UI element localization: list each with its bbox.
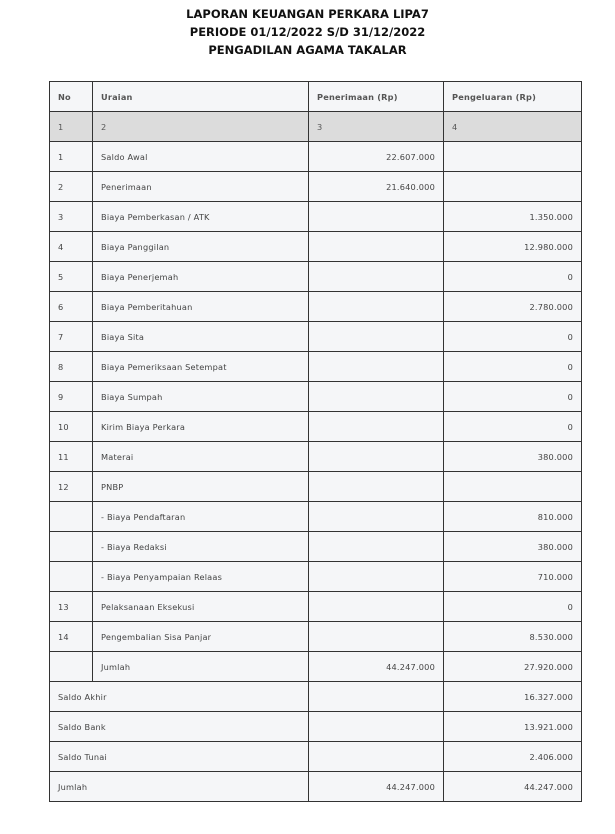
row-uraian: Biaya Pemeriksaan Setempat <box>93 352 309 382</box>
row-pengeluaran: 0 <box>444 382 582 412</box>
summary-penerimaan <box>309 742 444 772</box>
row-penerimaan <box>309 442 444 472</box>
row-pengeluaran: 810.000 <box>444 502 582 532</box>
row-penerimaan <box>309 292 444 322</box>
header-pengeluaran: Pengeluaran (Rp) <box>444 82 582 112</box>
table-row <box>50 592 582 622</box>
row-uraian: Kirim Biaya Perkara <box>93 412 309 442</box>
header-uraian: Uraian <box>93 82 309 112</box>
row-no: 3 <box>50 202 93 232</box>
report-title-line-3: PENGADILAN AGAMA TAKALAR <box>208 43 407 57</box>
row-pengeluaran <box>444 172 582 202</box>
row-no: 5 <box>50 262 93 292</box>
row-no: 9 <box>50 382 93 412</box>
row-uraian: Biaya Panggilan <box>93 232 309 262</box>
row-pengeluaran: 380.000 <box>444 532 582 562</box>
table-row <box>50 412 582 442</box>
summary-label: Saldo Akhir <box>50 682 309 712</box>
row-penerimaan <box>309 592 444 622</box>
report-title-line-1: LAPORAN KEUANGAN PERKARA LIPA7 <box>186 7 429 21</box>
row-pengeluaran: 0 <box>444 592 582 622</box>
row-pengeluaran: 8.530.000 <box>444 622 582 652</box>
summary-row <box>50 742 582 772</box>
table-row <box>50 262 582 292</box>
table-row <box>50 292 582 322</box>
summary-pengeluaran: 13.921.000 <box>444 712 582 742</box>
row-no: 10 <box>50 412 93 442</box>
row-penerimaan <box>309 412 444 442</box>
row-uraian: PNBP <box>93 472 309 502</box>
header-no: No <box>50 82 93 112</box>
table-row <box>50 502 582 532</box>
column-number: 3 <box>309 112 444 142</box>
table-body <box>50 112 582 802</box>
row-penerimaan: 44.247.000 <box>309 652 444 682</box>
row-penerimaan: 22.607.000 <box>309 142 444 172</box>
summary-penerimaan: 44.247.000 <box>309 772 444 802</box>
row-penerimaan <box>309 322 444 352</box>
row-pengeluaran: 1.350.000 <box>444 202 582 232</box>
row-uraian: - Biaya Penyampaian Relaas <box>93 562 309 592</box>
row-no: 7 <box>50 322 93 352</box>
row-no: 11 <box>50 442 93 472</box>
row-uraian: - Biaya Redaksi <box>93 532 309 562</box>
table-row <box>50 202 582 232</box>
row-uraian: Pelaksanaan Eksekusi <box>93 592 309 622</box>
row-penerimaan <box>309 232 444 262</box>
row-uraian: Biaya Penerjemah <box>93 262 309 292</box>
summary-penerimaan <box>309 712 444 742</box>
row-no: 14 <box>50 622 93 652</box>
column-number: 1 <box>50 112 93 142</box>
summary-row <box>50 712 582 742</box>
column-number: 4 <box>444 112 582 142</box>
row-pengeluaran: 0 <box>444 322 582 352</box>
summary-row <box>50 772 582 802</box>
row-pengeluaran: 12.980.000 <box>444 232 582 262</box>
row-pengeluaran: 0 <box>444 412 582 442</box>
summary-label: Saldo Bank <box>50 712 309 742</box>
row-no <box>50 562 93 592</box>
row-no: 8 <box>50 352 93 382</box>
table-row <box>50 652 582 682</box>
table-row <box>50 532 582 562</box>
column-number: 2 <box>93 112 309 142</box>
table-row <box>50 322 582 352</box>
summary-pengeluaran: 2.406.000 <box>444 742 582 772</box>
table-row <box>50 382 582 412</box>
summary-row <box>50 682 582 712</box>
row-pengeluaran: 0 <box>444 352 582 382</box>
row-no: 6 <box>50 292 93 322</box>
row-no <box>50 502 93 532</box>
row-uraian: Jumlah <box>93 652 309 682</box>
table-row <box>50 352 582 382</box>
row-pengeluaran: 27.920.000 <box>444 652 582 682</box>
row-uraian: Pengembalian Sisa Panjar <box>93 622 309 652</box>
table-row <box>50 562 582 592</box>
row-uraian: - Biaya Pendaftaran <box>93 502 309 532</box>
summary-pengeluaran: 16.327.000 <box>444 682 582 712</box>
row-uraian: Biaya Sumpah <box>93 382 309 412</box>
table-header-row <box>50 82 582 112</box>
row-uraian: Biaya Pemberkasan / ATK <box>93 202 309 232</box>
row-no <box>50 532 93 562</box>
table-row <box>50 622 582 652</box>
row-pengeluaran <box>444 472 582 502</box>
row-pengeluaran: 2.780.000 <box>444 292 582 322</box>
summary-pengeluaran: 44.247.000 <box>444 772 582 802</box>
row-penerimaan <box>309 202 444 232</box>
table-row <box>50 442 582 472</box>
header-penerimaan: Penerimaan (Rp) <box>309 82 444 112</box>
financial-report-table <box>49 81 582 802</box>
summary-label: Jumlah <box>50 772 309 802</box>
table-row <box>50 172 582 202</box>
row-pengeluaran: 0 <box>444 262 582 292</box>
row-uraian: Biaya Pemberitahuan <box>93 292 309 322</box>
row-pengeluaran: 380.000 <box>444 442 582 472</box>
row-penerimaan <box>309 262 444 292</box>
table-row <box>50 472 582 502</box>
row-no: 4 <box>50 232 93 262</box>
row-no <box>50 652 93 682</box>
row-penerimaan <box>309 562 444 592</box>
row-penerimaan <box>309 622 444 652</box>
row-no: 12 <box>50 472 93 502</box>
row-penerimaan <box>309 472 444 502</box>
report-title-line-2: PERIODE 01/12/2022 S/D 31/12/2022 <box>189 25 426 39</box>
row-uraian: Saldo Awal <box>93 142 309 172</box>
row-penerimaan <box>309 382 444 412</box>
report-title <box>0 0 615 57</box>
row-penerimaan <box>309 532 444 562</box>
row-uraian: Biaya Sita <box>93 322 309 352</box>
row-penerimaan <box>309 352 444 382</box>
row-penerimaan <box>309 502 444 532</box>
row-pengeluaran <box>444 142 582 172</box>
row-no: 1 <box>50 142 93 172</box>
row-no: 2 <box>50 172 93 202</box>
row-uraian: Penerimaan <box>93 172 309 202</box>
row-uraian: Materai <box>93 442 309 472</box>
table-row <box>50 232 582 262</box>
column-number-row <box>50 112 582 142</box>
summary-label: Saldo Tunai <box>50 742 309 772</box>
summary-penerimaan <box>309 682 444 712</box>
table-row <box>50 142 582 172</box>
row-penerimaan: 21.640.000 <box>309 172 444 202</box>
row-no: 13 <box>50 592 93 622</box>
row-pengeluaran: 710.000 <box>444 562 582 592</box>
